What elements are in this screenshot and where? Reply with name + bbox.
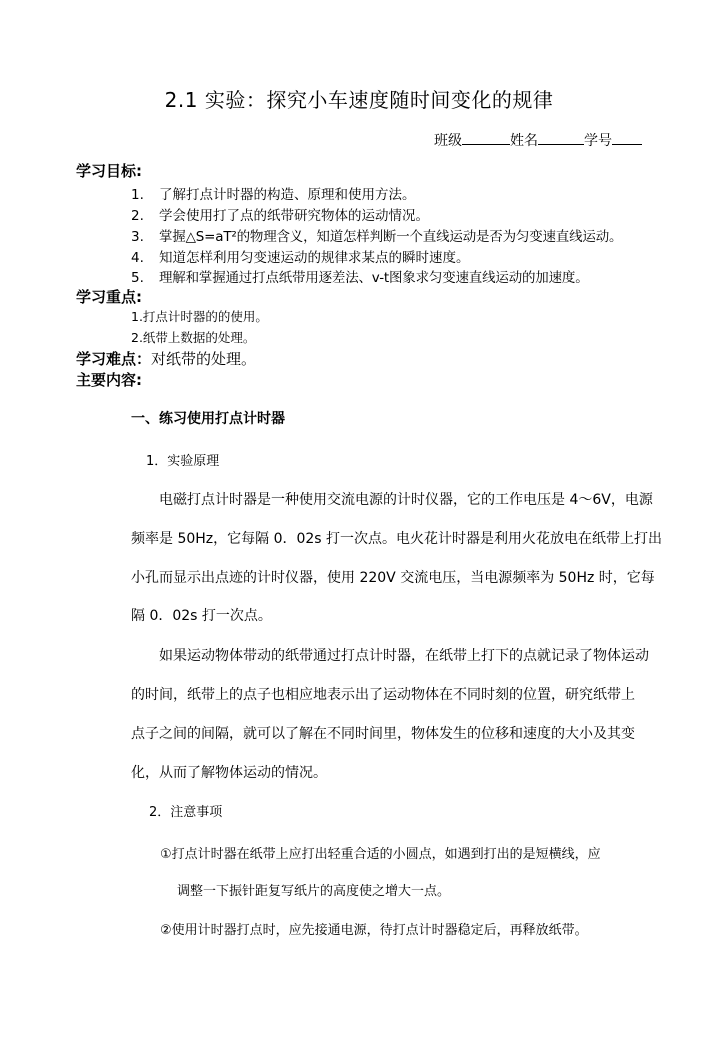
name-blank <box>538 130 584 145</box>
paragraph-line: 小孔而显示出点迹的计时仪器，使用 220V 交流电压，当电源频率为 50Hz 时，它每 <box>131 570 655 586</box>
goal-text: 知道怎样利用匀变速运动的规律求某点的瞬时速度。 <box>159 250 470 266</box>
keypoint-item: 2.纸带上数据的处理。 <box>131 330 256 345</box>
paragraph-line: 的时间，纸带上的点子也相应地表示出了运动物体在不同时刻的位置，研究纸带上 <box>131 687 635 703</box>
goal-number: 4. <box>131 250 144 266</box>
goal-item <box>131 183 416 203</box>
name-label: 姓名 <box>510 133 538 149</box>
goal-text: 学会使用打了点的纸带研究物体的运动情况。 <box>159 208 429 224</box>
student-id-blank <box>612 130 642 145</box>
goal-text: 掌握△S=aT²的物理含义，知道怎样判断一个直线运动是否为匀变速直线运动。 <box>159 229 623 245</box>
paragraph-line: 化，从而了解物体运动的情况。 <box>131 765 327 781</box>
difficulty-line <box>76 348 256 369</box>
page-title: 2.1 实验：探究小车速度随时间变化的规律 <box>164 88 554 112</box>
goal-number: 3. <box>131 229 144 245</box>
main-content-heading: 主要内容: <box>76 371 142 389</box>
notes-title: 2．注意事项 <box>149 805 223 820</box>
goal-number: 2. <box>131 208 144 224</box>
goal-number: 1. <box>131 187 144 203</box>
difficulty-heading: 学习难点： <box>76 350 152 368</box>
goal-number: 5. <box>131 270 144 286</box>
paragraph-line: 频率是 50Hz，它每隔 0．02s 打一次点。电火花计时器是利用火花放电在纸带上打出 <box>131 531 663 547</box>
section-title: 一、练习使用打点计时器 <box>131 411 285 427</box>
paragraph-line: 点子之间的间隔，就可以了解在不同时间里，物体发生的位移和速度的大小及其变 <box>131 726 635 742</box>
keypoints-heading: 学习重点: <box>76 288 142 306</box>
paragraph-line: 隔 0．02s 打一次点。 <box>131 608 272 624</box>
goals-heading: 学习目标: <box>76 162 142 180</box>
student-id-label: 学号 <box>584 133 612 149</box>
goal-item <box>131 266 589 286</box>
note-item: ②使用计时器打点时，应先接通电源，待打点计时器稳定后，再释放纸带。 <box>160 923 588 938</box>
keypoint-item: 1.打点计时器的的使用。 <box>131 309 268 324</box>
class-blank <box>462 130 510 145</box>
goal-item <box>131 225 622 245</box>
goal-item <box>131 204 429 224</box>
principle-title: 1．实验原理 <box>146 454 220 469</box>
note-item-continuation: 调整一下振针距复写纸片的高度使之增大一点。 <box>177 884 451 899</box>
difficulty-text: 对纸带的处理。 <box>151 350 257 368</box>
goal-text: 了解打点计时器的构造、原理和使用方法。 <box>159 187 416 203</box>
goal-text: 理解和掌握通过打点纸带用逐差法、v-t图象求匀变速直线运动的加速度。 <box>159 270 589 286</box>
paragraph-line: 如果运动物体带动的纸带通过打点计时器，在纸带上打下的点就记录了物体运动 <box>159 648 649 664</box>
paragraph-line: 电磁打点计时器是一种使用交流电源的计时仪器，它的工作电压是 4～6V，电源 <box>159 492 653 508</box>
goal-item <box>131 246 470 266</box>
class-label: 班级 <box>434 133 462 149</box>
note-item: ①打点计时器在纸带上应打出轻重合适的小圆点，如遇到打出的是短横线，应 <box>160 847 601 862</box>
student-info-line <box>434 130 642 150</box>
